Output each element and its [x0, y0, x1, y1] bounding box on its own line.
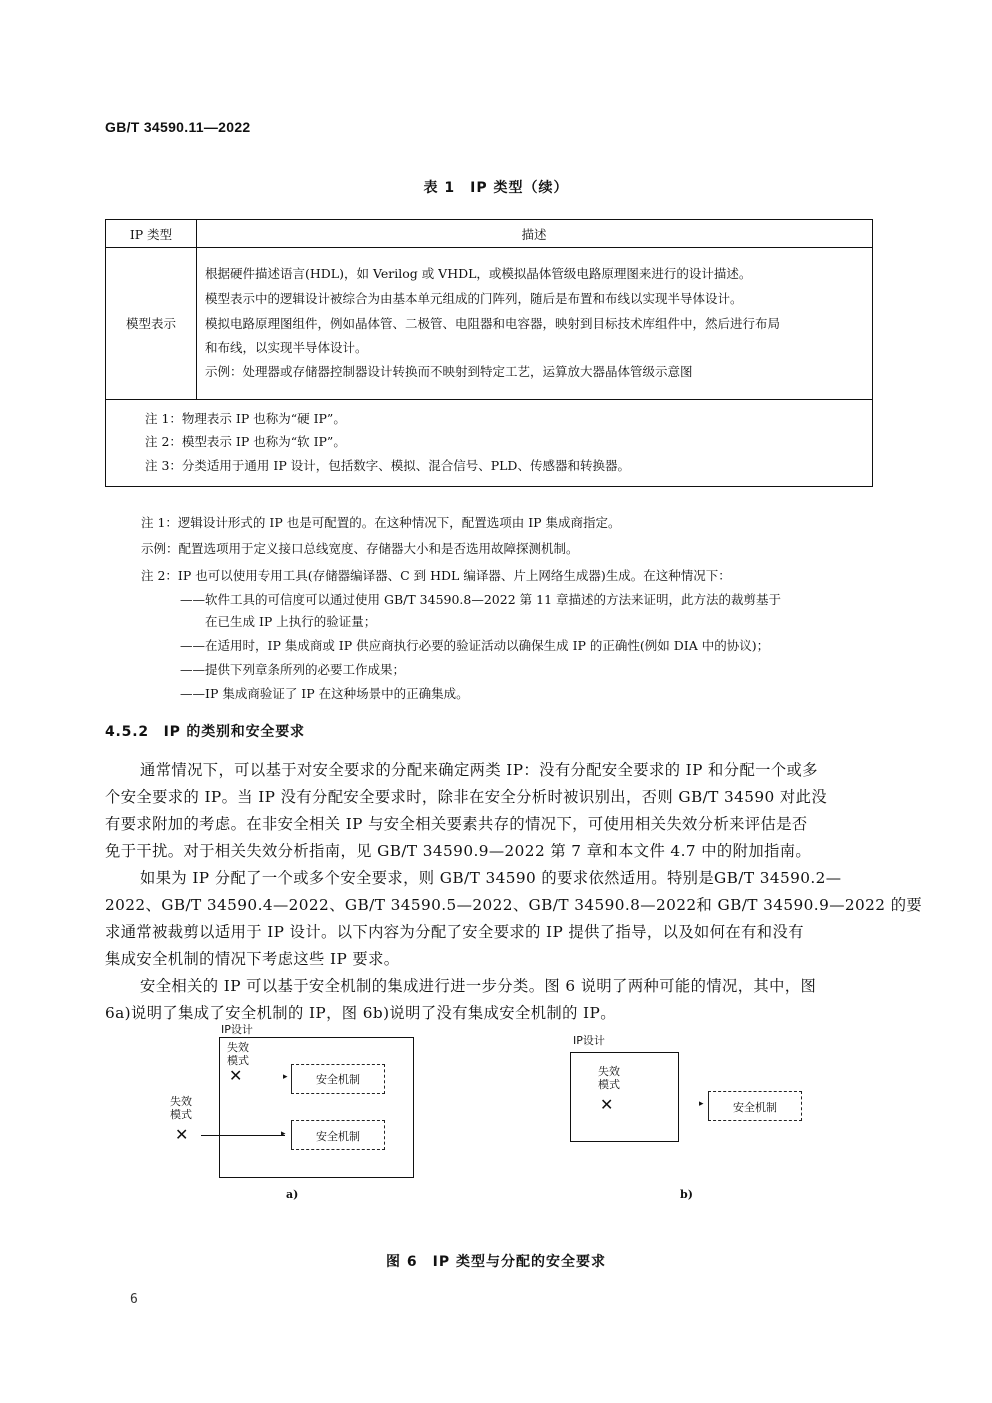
table-example-line: 示例：处理器或存储器控制器设计转换而不映射到特定工艺，运算放大器晶体管级示意图 [205, 364, 693, 379]
fig-a-outer-failure-mode-line1: 失效 [170, 1095, 192, 1108]
table-desc-line: 模型表示中的逻辑设计被综合为由基本单元组成的门阵列，随后是布置和布线以实现半导体设计。 [205, 291, 743, 306]
paragraph-line: 通常情况下，可以基于对安全要求的分配来确定两类 IP：没有分配安全要求的 IP 和分配一个或多 [140, 761, 818, 779]
fig-a-arrow-icon-1: ▸ [283, 1072, 288, 1082]
fig-b-safety-mechanism-label: 安全机制 [733, 1101, 777, 1114]
fig-a-safety-mechanism-label-2: 安全机制 [316, 1130, 360, 1143]
note-2-bullet: ——在适用时，IP 集成商或 IP 供应商执行必要的验证活动以确保生成 IP 的正确性(例如 DIA 中的协议)； [180, 638, 770, 653]
table-row-label: 模型表示 [125, 316, 176, 331]
paragraph-line: 个安全要求的 IP。当 IP 没有分配安全要求时，除非在安全分析时被识别出，否则 GB/T 34590 对此没 [105, 788, 828, 806]
paragraph-line: 免于干扰。对于相关失效分析指南，见 GB/T 34590.9—2022 第 7 章和本文件 4.7 中的附加指南。 [105, 842, 812, 860]
document-code-header: GB/T 34590.11—2022 [105, 119, 251, 135]
fig-a-outer-failure-x-icon: ✕ [175, 1125, 189, 1144]
ip-type-table [105, 219, 873, 487]
fig-a-ip-design-label: IP设计 [221, 1023, 253, 1036]
fig-b-failure-mode-line2: 模式 [598, 1078, 620, 1091]
note-2-bullet: ——提供下列章条所列的必要工作成果； [180, 662, 406, 677]
note-2-bullet-cont: 在已生成 IP 上执行的验证量； [205, 614, 377, 629]
fig-a-arrow-head-icon: ▸ [281, 1129, 286, 1139]
fig-a-arrow-line [201, 1135, 285, 1136]
fig-a-outer-failure-mode [170, 1095, 192, 1121]
fig-b-ip-design-box [570, 1052, 679, 1142]
note-2-bullet: ——IP 集成商验证了 IP 在这种场景中的正确集成。 [180, 686, 469, 701]
table-header-divider [106, 247, 872, 248]
table-caption: 表 1 IP 类型（续） [423, 180, 569, 196]
table-header-description: 描述 [521, 227, 547, 242]
page-number: 6 [130, 1292, 138, 1307]
fig-a-label: a) [286, 1188, 299, 1201]
table-notes-divider [106, 399, 872, 400]
fig-a-inner-failure-mode-line1: 失效 [227, 1041, 249, 1054]
fig-a-inner-failure-x-icon: ✕ [229, 1066, 243, 1085]
fig-a-inner-failure-mode [227, 1041, 249, 1067]
table-header-ip-type: IP 类型 [129, 227, 173, 242]
fig-b-label: b) [680, 1188, 693, 1201]
paragraph-line: 6a)说明了集成了安全机制的 IP，图 6b)说明了没有集成安全机制的 IP。 [105, 1004, 616, 1022]
table-note: 注 3：分类适用于通用 IP 设计，包括数字、模拟、混合信号、PLD、传感器和转换器。 [145, 458, 630, 473]
fig-b-ip-design-label: IP设计 [573, 1034, 605, 1047]
paragraph-line: 有要求附加的考虑。在非安全相关 IP 与安全相关要素共存的情况下，可使用相关失效分析来评估是否 [105, 815, 808, 833]
section-heading: 4.5.2 IP 的类别和安全要求 [105, 724, 305, 740]
paragraph-line: 集成安全机制的情况下考虑这些 IP 要求。 [105, 950, 400, 968]
figure-caption: 图 6 IP 类型与分配的安全要求 [386, 1254, 606, 1270]
paragraph-line: 如果为 IP 分配了一个或多个安全要求，则 GB/T 34590 的要求依然适用。特别是GB/T 34590.2— [140, 869, 842, 887]
fig-a-outer-failure-mode-line2: 模式 [170, 1108, 192, 1121]
table-note: 注 1：物理表示 IP 也称为“硬 IP”。 [145, 411, 346, 426]
fig-b-failure-mode [598, 1065, 620, 1091]
note-2-bullet: ——软件工具的可信度可以通过使用 GB/T 34590.8—2022 第 11 章描述的方法来证明，此方法的裁剪基于 [180, 592, 781, 607]
fig-b-failure-x-icon: ✕ [600, 1095, 614, 1114]
table-desc-line: 根据硬件描述语言(HDL)，如 Verilog 或 VHDL，或模拟晶体管级电路原理图来进行的设计描述。 [205, 266, 752, 281]
fig-a-safety-mechanism-label-1: 安全机制 [316, 1073, 360, 1086]
fig-b-arrow-icon: ▸ [699, 1099, 704, 1109]
table-desc-line: 和布线，以实现半导体设计。 [205, 340, 368, 355]
paragraph-line: 求通常被裁剪以适用于 IP 设计。以下内容为分配了安全要求的 IP 提供了指导，以及如何在有和没有 [105, 923, 804, 941]
fig-b-failure-mode-line1: 失效 [598, 1065, 620, 1078]
note-1: 注 1：逻辑设计形式的 IP 也是可配置的。在这种情况下，配置选项由 IP 集成商指定。 [141, 515, 621, 530]
paragraph-line: 安全相关的 IP 可以基于安全机制的集成进行进一步分类。图 6 说明了两种可能的情况，其中，图 [140, 977, 817, 995]
table-note: 注 2：模型表示 IP 也称为“软 IP”。 [145, 434, 346, 449]
note-2: 注 2：IP 也可以使用专用工具(存储器编译器、C 到 HDL 编译器、片上网络生成器)生成。在这种情况下： [141, 568, 731, 583]
paragraph-line: 2022、GB/T 34590.4—2022、GB/T 34590.5—2022、GB/T 34590.8—2022和 GB/T 34590.9—2022 的要 [105, 896, 923, 914]
fig-a-inner-failure-mode-line2: 模式 [227, 1054, 249, 1067]
example-note: 示例：配置选项用于定义接口总线宽度、存储器大小和是否选用故障探测机制。 [141, 541, 579, 556]
table-desc-line: 模拟电路原理图组件，例如晶体管、二极管、电阻器和电容器，映射到目标技术库组件中，然后进行布局 [205, 316, 781, 331]
